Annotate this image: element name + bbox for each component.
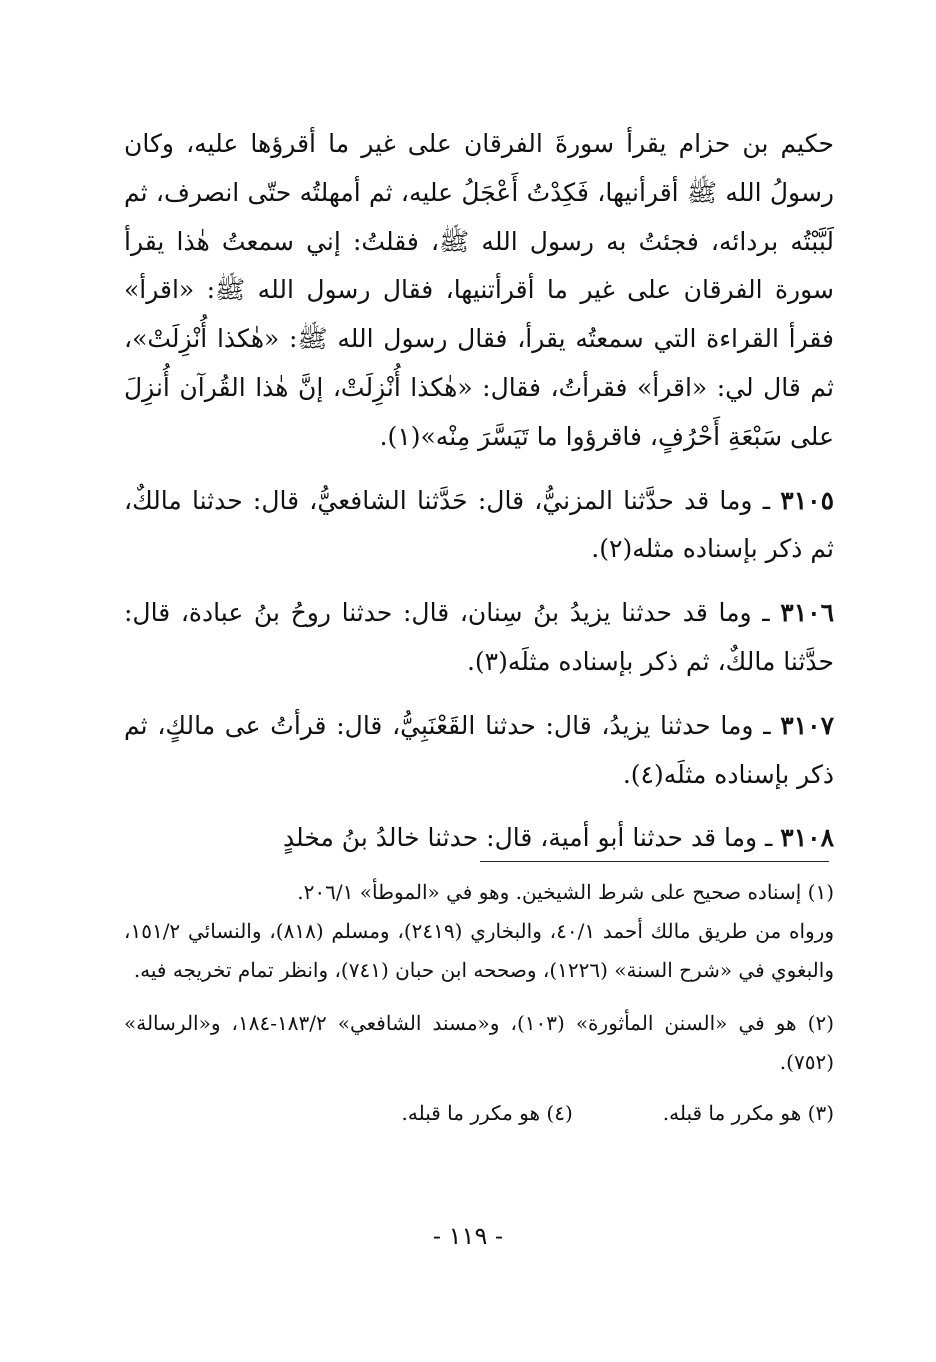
hadith-text: ـ وما قد حدَّثنا المزنيُّ، قال: حَدَّثنا الشافعيُّ، قال: حدثنا مالكٌ، ثم ذكر بإسناده مثله(٢). [124,485,834,564]
main-text [124,120,834,863]
footnote-1 [124,873,834,990]
footnote-text: (١) إسناده صحيح على شرط الشيخين. وهو في «الموطأ» ٢٠٦/١. [297,880,834,904]
hadith-3106 [124,589,834,687]
hadith-3107 [124,702,834,800]
hadith-number: ٣١٠٨ [780,823,834,853]
page-number: - ١١٩ - [432,1222,504,1250]
hadith-number: ٣١٠٥ [780,485,834,515]
hadith-text: حكيم بن حزام يقرأ سورةَ الفرقان على غير ما أقرؤها عليه، وكان رسولُ الله ﷺ أقرأنيها، فَكِدْتُ أَعْجَلُ عليه، ثم أمهلتُه حتّى انصرف، ثم لَبَّبْتُه بردائه، فجئتُ به رسول الله ﷺ، فقلتُ: إني سمعتُ هٰذا يقرأ سورة الفرقان على غير ما أقرأتنيها، فقال رسول الله ﷺ: «اقرأ» فقرأ القراءة التي سمعتُه يقرأ، فقال رسول الله ﷺ: «هٰكذا أُنْزِلَتْ»، ثم قال لي: «اقرأ» فقرأتُ، فقال: «هٰكذا أُنْزِلَتْ، إنَّ هٰذا القُرآن أُنزِلَ على سَبْعَةِ أَحْرُفٍ، فاقرؤوا ما تَيَسَّرَ مِنْه»(١). [124,129,835,451]
footnote-separator [480,861,829,862]
hadith-number: ٣١٠٧ [780,710,834,740]
footnotes-3-4 [124,1094,834,1133]
hadith-3105 [124,477,834,575]
footnote-2: (٢) هو في «السنن المأثورة» (١٠٣)، و«مسند الشافعي» ١٨٣/٢-١٨٤، و«الرسالة» (٧٥٢). [124,1011,835,1074]
footnotes [124,873,834,1133]
hadith-text: ـ وما قد حدثنا أبو أمية، قال: حدثنا خالدُ بنُ مخلدٍ [282,823,781,853]
hadith-number: ٣١٠٦ [780,598,834,628]
hadith-continuation [124,120,834,462]
hadith-text: ـ وما حدثنا يزيدُ، قال: حدثنا القَعْنَبِيُّ، قال: قرأتُ عى مالكٍ، ثم ذكر بإسناده مثلَه(٤). [124,710,834,789]
footnote-text: ورواه من طريق مالك أحمد ٤٠/١، والبخاري (٢٤١٩)، ومسلم (٨١٨)، والنسائي ١٥١/٢، والبغوي في «شرح السنة» (١٢٢٦)، وصححه ابن حبان (٧٤١)، وانظر تمام تخريجه فيه. [124,919,834,982]
hadith-text: ـ وما قد حدثنا يزيدُ بنُ سِنان، قال: حدثنا روحُ بنُ عبادة، قال: حدَّثنا مالكٌ، ثم ذكر بإسناده مثلَه(٣). [124,598,834,676]
footnote-3: (٣) هو مكرر ما قبله. [662,1101,834,1125]
hadith-3108 [124,814,834,863]
footnote-4: (٤) هو مكرر ما قبله. [401,1101,573,1125]
